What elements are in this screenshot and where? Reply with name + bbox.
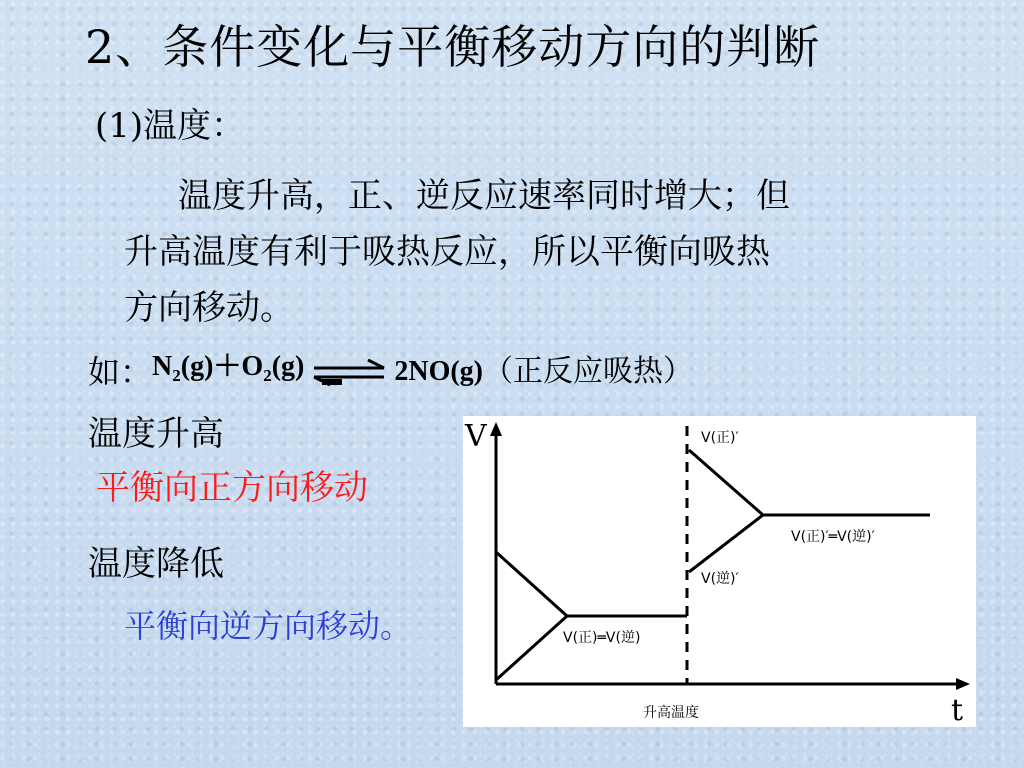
initial-forward-rate-line [496, 552, 567, 616]
raise-temperature-label: 升高温度 [643, 705, 699, 721]
reactants: $N_2(g)+O_2(g)$ [152, 351, 305, 385]
new-reverse-rate-label: V(逆)′ [701, 571, 739, 587]
x-axis-label: t [951, 693, 964, 727]
product: 2NO(g) [394, 355, 483, 387]
shift-reverse-text: 平衡向逆方向移动。 [124, 607, 413, 645]
y-axis-label: V [465, 419, 487, 454]
rate-time-graph-svg [463, 416, 976, 727]
rate-time-graph [463, 416, 976, 727]
new-equal-rate-label: V(正)′═V(逆)′ [791, 529, 875, 545]
new-reverse-rate-line [689, 515, 763, 572]
temp-decrease-label: 温度降低 [88, 544, 224, 584]
paragraph-line-2: 升高温度有利于吸热反应，所以平衡向吸热 [124, 232, 770, 272]
example-prefix: 如： [88, 352, 153, 391]
explanation-paragraph [124, 168, 1004, 336]
temp-increase-label: 温度升高 [88, 414, 224, 454]
reaction-note: （正反应吸热） [483, 353, 693, 389]
reaction-example [88, 345, 693, 398]
paragraph-line-1: 温度升高，正、逆反应速率同时增大；但 [178, 176, 790, 216]
slide-title: 2、条件变化与平衡移动方向的判断 [85, 20, 821, 74]
new-forward-rate-label: V(正)′ [701, 430, 739, 446]
initial-equal-rate-label: V(正)═V(逆) [563, 630, 641, 646]
x-axis-arrow-icon [956, 678, 970, 690]
equilibrium-arrows-icon [310, 355, 388, 389]
shift-forward-text: 平衡向正方向移动 [96, 468, 368, 508]
section-heading: (1)温度： [95, 106, 246, 146]
new-forward-rate-line [689, 450, 763, 515]
paragraph-line-3: 方向移动。 [124, 288, 294, 328]
y-axis-arrow-icon [490, 422, 502, 436]
initial-reverse-rate-line [496, 616, 567, 680]
